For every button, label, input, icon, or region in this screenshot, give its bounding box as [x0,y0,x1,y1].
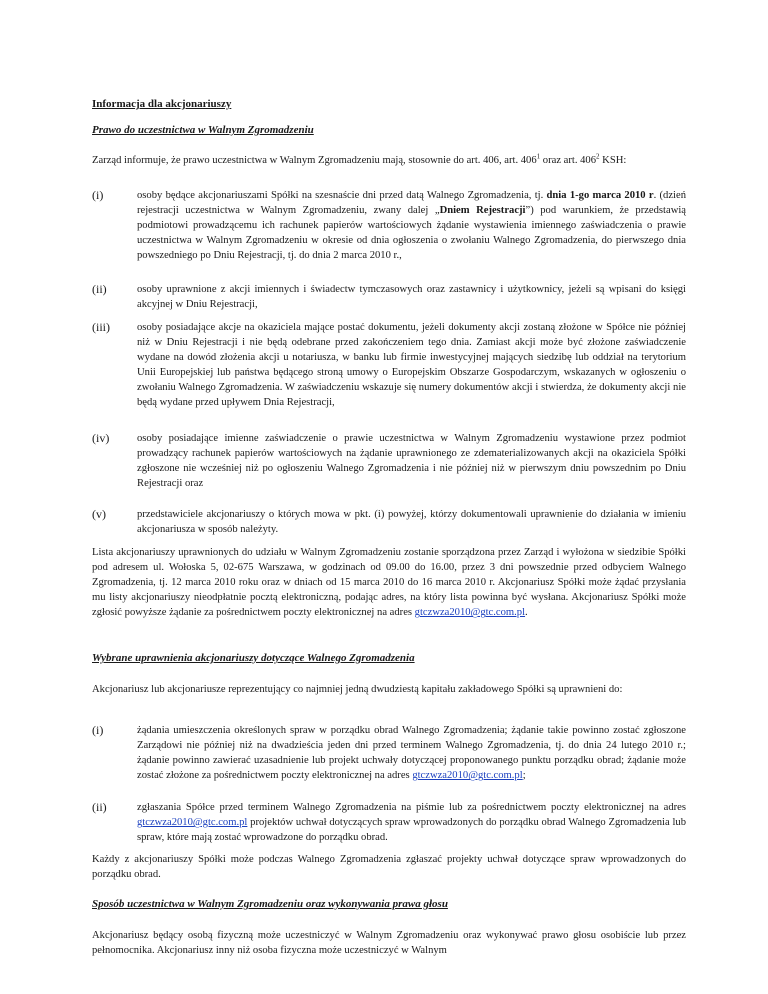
list-item [92,800,686,845]
section-heading-voting: Sposób uczestnictwa w Walnym Zgromadzeniu oraz wykonywania prawa głosu [92,898,448,910]
list-item [92,431,686,491]
shareholder-list-paragraph: Lista akcjonariuszy uprawnionych do udziału w Walnym Zgromadzeniu zostanie sporządzona przez Zarząd i wyłożona w siedzibie Spółki pod adresem ul. Wołoska 5, 02-675 Warszawa, w godzinach od 09.00 do 16.00, przez 3 dni powszednie przed odbyciem Walnego Zgromadzenia, tj. 12 marca 2010 roku oraz w dniach od 15 marca 2010 do 16 marca 2010 r. Akcjonariusz Spółki może żądać przysłania mu listy akcjonariuszy nieodpłatnie pocztą elektroniczną, podając adres, na który lista powinna być wysłana. Akcjonariusz Spółki może zgłosić powyższe żądanie za pośrednictwem poczty elektronicznej na adres gtczwza2010@gtc.com.pl. [92,547,686,619]
item-number: (iv) [92,431,110,445]
section-heading-rights: Wybrane uprawnienia akcjonariuszy dotyczące Walnego Zgromadzenia [92,652,415,664]
item-text: żądania umieszczenia określonych spraw w porządku obrad Walnego Zgromadzenia; żądanie takie powinno zostać zgłoszone Zarządowi nie później niż na dwadzieścia jeden dni przed terminem Walnego Zgromadzenia, tj. do dnia 24 lutego 2010 r.; żądanie powinno zawierać uzasadnienie lub projekt uchwały dotyczącej proponowanego punktu porządku obrad; żądanie może zostać złożone za pośrednictwem poczty elektronicznej na adres gtczwza2010@gtc.com.pl; [137,725,686,782]
rights-intro: Akcjonariusz lub akcjonariusze reprezentujący co najmniej jedną dwudziestą kapitału zakładowego Spółki są uprawnieni do: [92,684,623,695]
item-text: osoby uprawnione z akcji imiennych i świadectw tymczasowych oraz zastawnicy i użytkownicy, jeżeli są wpisani do księgi akcyjnej w Dniu Rejestracji, [137,284,686,311]
list-item [92,507,686,537]
document-title: Informacja dla akcjonariuszy [92,98,232,110]
item-number: (ii) [92,800,107,814]
item-text: osoby posiadające akcje na okaziciela mające postać dokumentu, jeżeli dokumenty akcji zostaną złożone w Spółce nie później niż w Dniu Rejestracji i nie będą odebrane przed zakończeniem tego dnia. Zamiast akcji może być złożone zaświadczenie wydane na dowód złożenia akcji u notariusza, w banku lub firmie inwestycyjnej mających siedzibę lub oddział na terytorium Unii Europejskiej lub państwa będącego stroną umowy o Europejskim Obszarze Gospodarczym, wskazanych w ogłoszeniu o zwołaniu Walnego Zgromadzenia. W zaświadczeniu wskazuje się numery dokumentów akcji i stwierdza, że dokumenty akcji nie będą wydane przed upływem Dnia Rejestracji, [137,322,686,409]
item-number: (iii) [92,320,110,334]
list-item [92,188,686,263]
email-link[interactable]: gtczwza2010@gtc.com.pl [137,817,248,829]
item-text: osoby posiadające imienne zaświadczenie o prawie uczestnictwa w Walnym Zgromadzeniu wystawione przez podmiot prowadzący rachunek papierów wartościowych na żądanie uprawnionego ze zdematerializowanych akcji na okaziciela Spółki zgłoszone nie wcześniej niż po ogłoszeniu Walnego Zgromadzenia i nie później niż w pierwszym dniu powszednim po Dniu Rejestracji oraz [137,433,686,490]
email-link[interactable]: gtczwza2010@gtc.com.pl [412,770,523,782]
list-item [92,282,686,312]
item-text: zgłaszania Spółce przed terminem Walnego Zgromadzenia na piśmie lub za pośrednictwem poczty elektronicznej na adres gtczwza2010@gtc.com.pl projektów uchwał dotyczących spraw wprowadzonych do porządku obrad Walnego Zgromadzenia lub spraw, które mają zostać wprowadzone do porządku obrad. [137,802,686,844]
item-text: osoby będące akcjonariuszami Spółki na szesnaście dni przed datą Walnego Zgromadzenia, tj. dnia 1-go marca 2010 r. (dzień rejestracji uczestnictwa w Walnym Zgromadzeniu, zwany dalej „Dniem Rejestracji”) pod warunkiem, że przedstawią podmiotowi prowadzącemu ich rachunek papierów wartościowych żądanie wystawienia imiennego zaświadczenia o prawie uczestnictwa w Walnym Zgromadzeniu w okresie od dnia ogłoszenia o zwołaniu Walnego Zgromadzenia, do pierwszego dnia powszedniego po Dniu Rejestracji, tj. do dnia 2 marca 2010 r., [137,190,686,262]
participation-intro: Zarząd informuje, że prawo uczestnictwa w Walnym Zgromadzeniu mają, stosownie do art. 406, art. $406^1$ oraz art. $406^2$ KSH: [92,152,627,166]
item-number: (v) [92,507,106,521]
item-number: (ii) [92,282,107,296]
section-heading-participation: Prawo do uczestnictwa w Walnym Zgromadzeniu [92,124,314,136]
list-item [92,320,686,411]
email-link[interactable]: gtczwza2010@gtc.com.pl [414,607,526,619]
closing-paragraph: Każdy z akcjonariuszy Spółki może podczas Walnego Zgromadzenia zgłaszać projekty uchwał dotyczące spraw wprowadzonych do porządku obrad. [92,854,686,881]
item-number: (i) [92,723,104,737]
voting-paragraph: Akcjonariusz będący osobą fizyczną może uczestniczyć w Walnym Zgromadzeniu oraz wykonywać prawo głosu osobiście lub przez pełnomocnika. Akcjonariusz inny niż osoba fizyczna może uczestniczyć w Walnym [92,930,686,957]
item-number: (i) [92,188,104,202]
list-item [92,723,686,783]
item-text: przedstawiciele akcjonariuszy o których mowa w pkt. (i) powyżej, którzy dokumentowali uprawnienie do działania w imieniu akcjonariusza w sposób należyty. [137,509,686,536]
